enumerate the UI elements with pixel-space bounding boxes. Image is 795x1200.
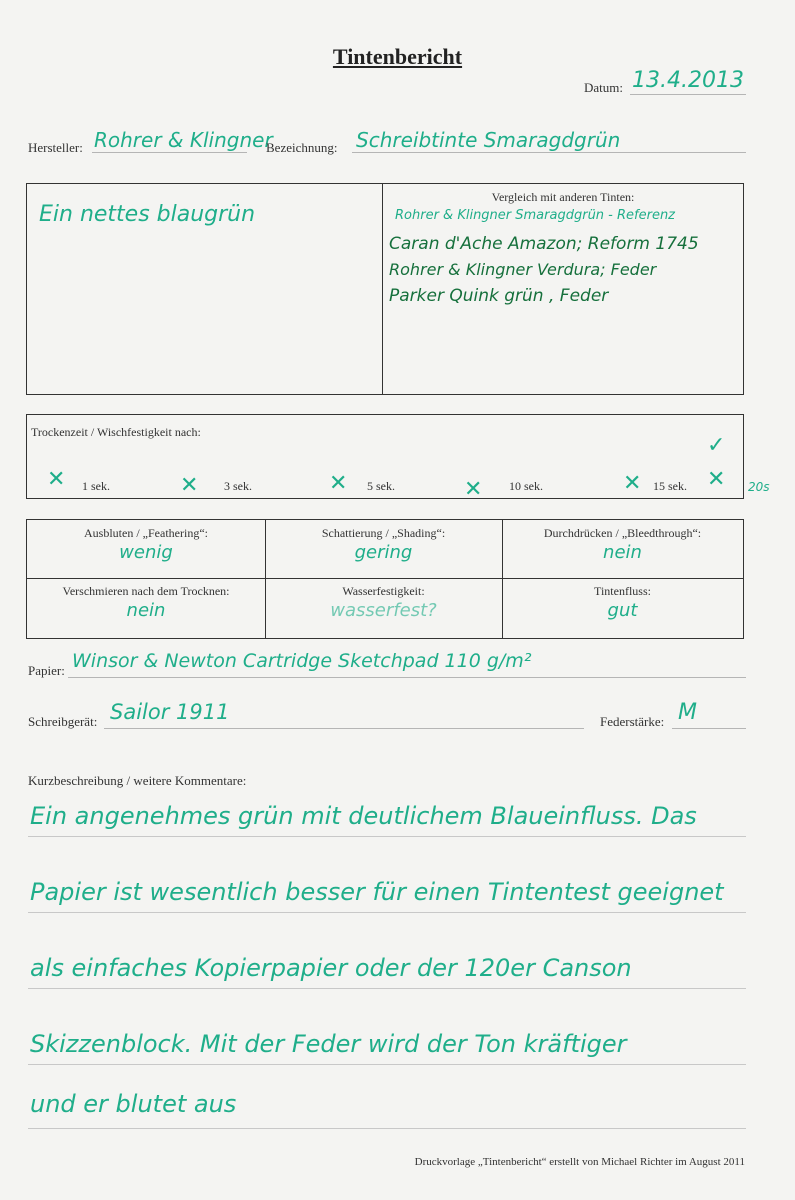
drying-mark-6: ✕ bbox=[707, 467, 726, 492]
page-title: Tintenbericht bbox=[332, 44, 463, 69]
date-label: Datum: bbox=[584, 80, 623, 95]
footer-credit: Druckvorlage „Tintenbericht“ erstellt von Michael Richter im August 2011 bbox=[414, 1156, 745, 1168]
nib-underline bbox=[672, 728, 746, 729]
comment-rule bbox=[28, 1128, 746, 1129]
property-label: Durchdrücken / „Bleedthrough“: bbox=[543, 526, 702, 540]
comment-line-5: und er blutet aus bbox=[30, 1090, 237, 1118]
drying-time-3: 5 sek. bbox=[367, 479, 395, 493]
nib-label: Federstärke: bbox=[600, 714, 665, 729]
pen-underline bbox=[104, 728, 584, 729]
property-label: Ausbluten / „Feathering“: bbox=[84, 526, 208, 540]
name-label: Bezeichnung: bbox=[266, 140, 338, 155]
description-box bbox=[26, 183, 744, 395]
comparison-item-3: Rohrer & Klingner Verdura; Feder bbox=[389, 260, 657, 279]
comment-rule bbox=[28, 912, 746, 913]
property-cell bbox=[27, 578, 265, 638]
pen-value: Sailor 1911 bbox=[110, 700, 230, 724]
property-label: Wasserfestigkeit: bbox=[342, 584, 425, 598]
drying-mark-5: ✕ bbox=[623, 471, 642, 496]
properties-table bbox=[26, 519, 744, 639]
property-value: nein bbox=[603, 542, 642, 563]
manufacturer-label: Hersteller: bbox=[28, 140, 83, 155]
paper-underline bbox=[68, 677, 746, 678]
property-label: Tintenfluss: bbox=[594, 584, 651, 598]
drying-mark-3: ✕ bbox=[329, 471, 348, 496]
property-label: Verschmieren nach dem Trocknen: bbox=[62, 584, 230, 598]
description-value: Ein nettes blaugrün bbox=[39, 202, 256, 227]
property-value: gut bbox=[607, 600, 638, 621]
paper-value: Winsor & Newton Cartridge Sketchpad 110 g/m² bbox=[72, 650, 532, 672]
drying-time-5: 15 sek. bbox=[653, 479, 687, 493]
date-underline bbox=[630, 94, 746, 95]
drying-extra-note: 20s bbox=[748, 480, 770, 494]
paper-label: Papier: bbox=[28, 663, 65, 678]
drying-time-4: 10 sek. bbox=[509, 479, 543, 493]
property-cell bbox=[27, 520, 265, 578]
comment-line-4: Skizzenblock. Mit der Feder wird der Ton kräftiger bbox=[30, 1030, 627, 1058]
comment-line-2: Papier ist wesentlich besser für einen Tintentest geeignet bbox=[30, 878, 724, 906]
manufacturer-value: Rohrer & Klingner bbox=[94, 128, 273, 152]
property-cell bbox=[265, 578, 502, 638]
property-cell bbox=[502, 578, 743, 638]
comment-rule bbox=[28, 836, 746, 837]
comment-line-1: Ein angenehmes grün mit deutlichem Blaueinfluss. Das bbox=[30, 802, 697, 830]
drying-box bbox=[26, 414, 744, 502]
property-value: wasserfest? bbox=[330, 600, 437, 621]
drying-mark-2: ✕ bbox=[180, 473, 199, 498]
comment-rule bbox=[28, 988, 746, 989]
drying-mark-4: ✕ bbox=[464, 477, 483, 502]
comparison-label: Vergleich mit anderen Tinten: bbox=[491, 190, 635, 204]
property-value: gering bbox=[354, 542, 413, 563]
comparison-item-4: Parker Quink grün , Feder bbox=[389, 286, 609, 306]
property-cell bbox=[502, 520, 743, 578]
property-value: nein bbox=[126, 600, 166, 621]
comparison-item-2: Caran d'Ache Amazon; Reform 1745 bbox=[389, 234, 699, 254]
comparison-item-1: Rohrer & Klingner Smaragdgrün - Referenz bbox=[395, 208, 676, 223]
comment-line-3: als einfaches Kopierpapier oder der 120er Canson bbox=[30, 954, 632, 982]
drying-mark-1: ✕ bbox=[47, 467, 66, 492]
drying-time-2: 3 sek. bbox=[224, 479, 252, 493]
drying-time-1: 1 sek. bbox=[82, 479, 110, 493]
manufacturer-underline bbox=[92, 152, 247, 153]
pen-label: Schreibgerät: bbox=[28, 714, 98, 729]
name-underline bbox=[352, 152, 746, 153]
name-value: Schreibtinte Smaragdgrün bbox=[356, 128, 621, 152]
date-value: 13.4.2013 bbox=[632, 68, 744, 93]
drying-label: Trockenzeit / Wischfestigkeit nach: bbox=[31, 425, 201, 439]
property-cell bbox=[265, 520, 502, 578]
property-label: Schattierung / „Shading“: bbox=[321, 526, 446, 540]
check-mark: ✓ bbox=[707, 433, 726, 458]
comments-label: Kurzbeschreibung / weitere Kommentare: bbox=[28, 773, 247, 788]
property-value: wenig bbox=[119, 542, 173, 563]
nib-value: M bbox=[678, 700, 697, 725]
comment-rule bbox=[28, 1064, 746, 1065]
box-divider bbox=[382, 184, 383, 394]
